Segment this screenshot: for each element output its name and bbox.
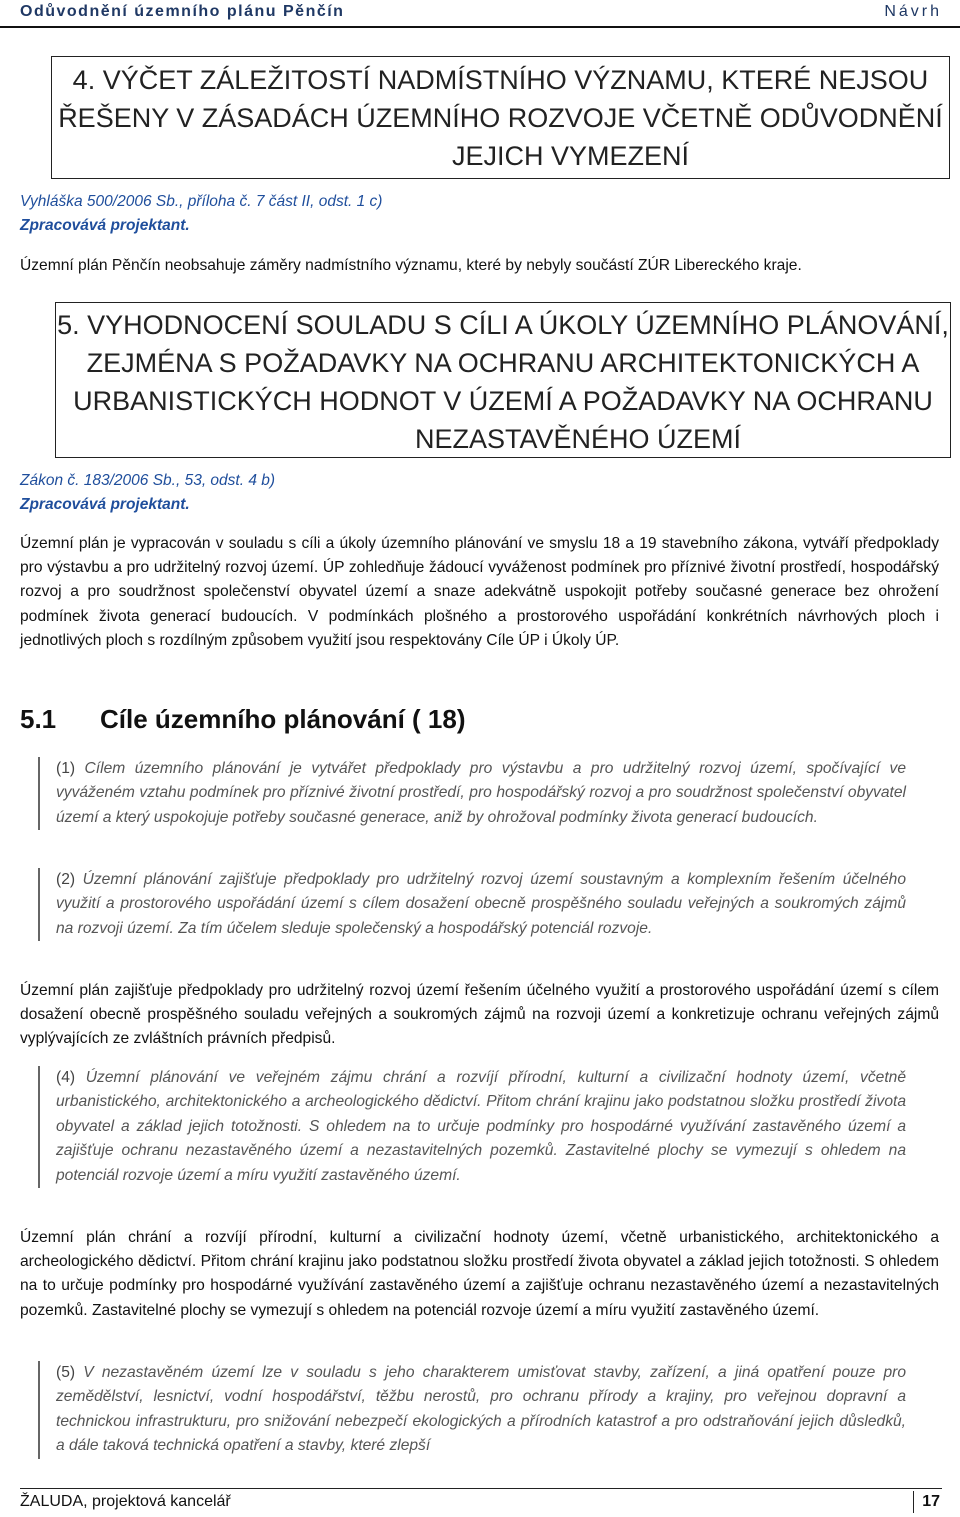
section-5-heading bbox=[55, 302, 951, 458]
subsection-title: Cíle územního plánování ( 18) bbox=[100, 704, 466, 734]
subsection-number: 5.1 bbox=[20, 704, 57, 734]
quote-text: Cílem územního plánování je vytvářet předpoklady pro výstavbu a pro udržitelný rozvoj území, spočívající ve vyváženém vztahu podmínek pro příznivé životní prostředí, pro hospodářský rozvoj a pro soudržnost společenství obyvatel území a který uspokojuje potřeby současné generace, aniž by ohrožoval podmínky života generací budoucích. bbox=[56, 760, 906, 826]
section-5-reference: Zákon č. 183/2006 Sb., 53, odst. 4 b) bbox=[20, 472, 276, 489]
company-name: ŽALUDA, projektová kancelář bbox=[20, 1493, 231, 1510]
section-5-text: Územní plán je vypracován v souladu s cíli a úkoly územního plánování ve smyslu 18 a 19 stavebního zákona, vytváří předpoklady pro výstavbu a pro udržitelný rozvoj území. ÚP zohledňuje žádoucí vyváženost podmínek pro příznivé životní prostředí, hospodářský rozvoj a pro soudržnost společenství obyvatel území a snaze adekvátně uspokojit potřeby současné generace bez ohrožení podmínek života generací budoucích. V podmínkách plošného a prostorového uspořádání konkrétních návrhových ploch i jednotlivých ploch s rozdílným způsobem využití jsou respektovány Cíle ÚP i Úkoly ÚP. bbox=[20, 535, 939, 649]
document-status: Návrh bbox=[884, 3, 942, 20]
response-paragraph-4: Územní plán chrání a rozvíjí přírodní, kulturní a civilizační hodnoty území, včetně urbanistického, architektonického a archeologického dědictví. Přitom chrání krajinu jako podstatnou složku prostředí života obyvatel a základ jejich totožnosti. S ohledem na to určuje podmínky pro hospodárné využívání zastavěného území a zajišťuje ochranu nezastavěného území a nezastavitelných pozemků. Zastavitelné plochy se vymezují s ohledem na potenciál rozvoje území a míru využití zastavěného území. bbox=[20, 1229, 939, 1319]
quote-paragraph-2 bbox=[38, 868, 906, 941]
section-4-heading bbox=[51, 56, 950, 179]
quote-number: (4) bbox=[56, 1069, 76, 1086]
section-4-text: Územní plán Pěnčín neobsahuje záměry nadmístního významu, které by nebyly součástí ZÚR Libereckého kraje. bbox=[20, 257, 802, 274]
quote-text: Územní plánování zajišťuje předpoklady pro udržitelný rozvoj území soustavným a komplexním řešením účelného využití a prostorového uspořádání území s cílem dosažení obecně prospěšného souladu veřejných a soukromých zájmů na rozvoji území. Za tím účelem sleduje společenský a hospodářský potenciál rozvoje. bbox=[56, 871, 906, 937]
quote-text: Územní plánování ve veřejném zájmu chrání a rozvíjí přírodní, kulturní a civilizační hodnoty území, včetně urbanistického, architektonického a archeologického dědictví. Přitom chrání krajinu jako podstatnou složku prostředí života obyvatel a základ jejich totožnosti. S ohledem na to určuje podmínky pro hospodárné využívání zastavěného území a zajišťuje ochranu nezastavěného území a nezastavitelných pozemků. Zastavitelné plochy se vymezují s ohledem na potenciál rozvoje území a míru využití zastavěného území. bbox=[56, 1069, 906, 1184]
heading-line: 4. VÝČET ZÁLEŽITOSTÍ NADMÍSTNÍHO VÝZNAMU, KTERÉ NEJSOU bbox=[72, 65, 929, 95]
heading-line: NEZASTAVĚNÉHO ÚZEMÍ bbox=[414, 424, 742, 454]
quote-number: (1) bbox=[56, 760, 76, 777]
document-title: Odůvodnění územního plánu Pěnčín bbox=[20, 3, 345, 20]
quote-number: (5) bbox=[56, 1364, 76, 1381]
subsection-5-1-heading bbox=[20, 704, 466, 735]
quote-paragraph-4 bbox=[38, 1066, 906, 1188]
page-number: 17 bbox=[913, 1491, 942, 1513]
section-5-author-note: Zpracovává projektant. bbox=[20, 496, 190, 513]
page-header bbox=[0, 0, 960, 28]
section-4-reference: Vyhláška 500/2006 Sb., příloha č. 7 část II, odst. 1 c) bbox=[20, 193, 383, 210]
heading-line: URBANISTICKÝCH HODNOT V ÚZEMÍ A POŽADAVKY NA OCHRANU bbox=[73, 386, 933, 416]
quote-number: (2) bbox=[56, 871, 76, 888]
heading-line: ŘEŠENY V ZÁSADÁCH ÚZEMNÍHO ROZVOJE VČETNĚ ODŮVODNĚNÍ bbox=[58, 103, 943, 133]
heading-line: ZEJMÉNA S POŽADAVKY NA OCHRANU ARCHITEKTONICKÝCH A bbox=[86, 348, 920, 378]
page-footer bbox=[20, 1488, 942, 1515]
quote-text: V nezastavěném území lze v souladu s jeho charakterem umisťovat stavby, zařízení, a jiná opatření pouze pro zemědělství, lesnictví, vodní hospodářství, těžbu nerostů, pro ochranu přírody a krajiny, pro veřejnou dopravní a technickou infrastrukturu, pro snižování nebezpečí ekologických a přírodních katastrof a pro odstraňování jejich důsledků, a dále taková technická opatření a stavby, které zlepší bbox=[56, 1364, 906, 1455]
section-4-author-note: Zpracovává projektant. bbox=[20, 217, 190, 234]
heading-line: JEJICH VYMEZENÍ bbox=[451, 141, 690, 171]
heading-line: 5. VYHODNOCENÍ SOULADU S CÍLI A ÚKOLY ÚZEMNÍHO PLÁNOVÁNÍ, bbox=[57, 310, 949, 340]
quote-paragraph-1 bbox=[38, 757, 906, 830]
quote-paragraph-5 bbox=[38, 1361, 906, 1459]
response-paragraph-2: Územní plán zajišťuje předpoklady pro udržitelný rozvoj území řešením účelného využití a prostorového uspořádání území s cílem dosažení obecně prospěšného souladu veřejných a soukromých zájmů na rozvoji území a konkretizuje ochranu veřejných zájmů vyplývajících ze zvláštních právních předpisů. bbox=[20, 982, 939, 1048]
